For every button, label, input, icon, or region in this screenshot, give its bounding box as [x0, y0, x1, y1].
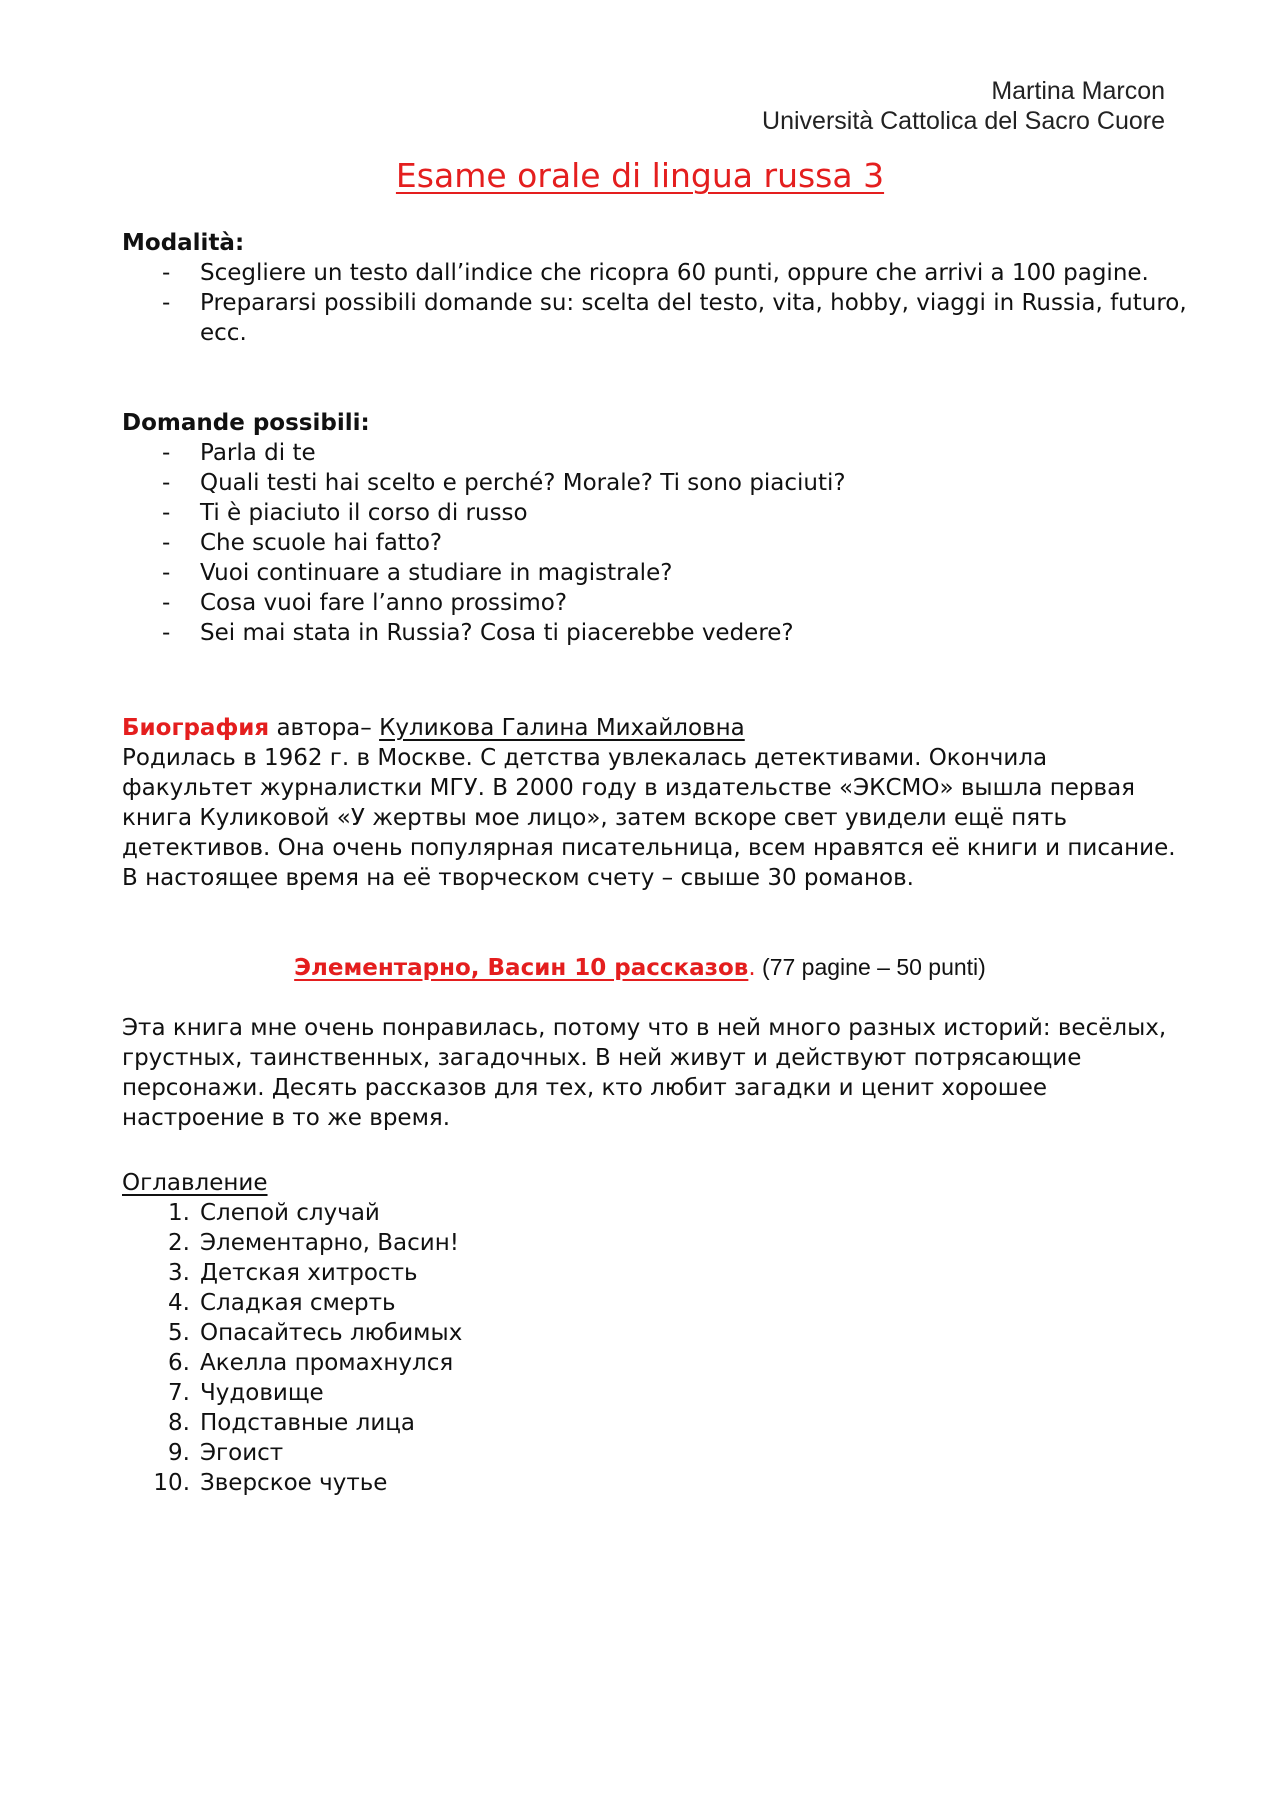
contents-heading: Оглавление: [122, 1170, 268, 1196]
domande-section: [122, 408, 1172, 648]
item-text: Чудовище: [200, 1380, 324, 1406]
list-item: - Parla di te: [122, 438, 1200, 468]
list-item: [122, 1288, 1172, 1318]
list-item: - Ti è piaciuto il corso di russo: [122, 498, 1200, 528]
list-item: - Scegliere un testo dall’indice che ricopra 60 punti, oppure che arrivi a 100 pagine.: [122, 258, 1200, 288]
list-item: [122, 1438, 1172, 1468]
book-info: (77 pagine – 50 punti): [755, 954, 986, 980]
item-text: Элементарно, Васин!: [200, 1230, 459, 1256]
list-item: [122, 1348, 1172, 1378]
biografia-text: Родилась в 1962 г. в Москве. С детства увлекалась детективами. Окончила факультет журналистки МГУ. В 2000 году в издательстве «ЭКСМО» вышла первая книга Куликовой «У жертвы мое лицо», затем вскоре свет увидели ещё пять детективов. Она очень популярная писательница, всем нравятся её книги и писание. В настоящее время на её творческом счету – свыше 30 романов.: [122, 745, 1176, 891]
book-title-line: [0, 952, 1280, 983]
list-item: [122, 1318, 1172, 1348]
list-item: - Prepararsi possibili domande su: scelta del testo, vita, hobby, viaggi in Russia, futuro, ecc.: [122, 288, 1200, 348]
item-text: Опасайтесь любимых: [200, 1320, 463, 1346]
item-text: Акелла промахнулся: [200, 1350, 454, 1376]
item-text: Сладкая смерть: [200, 1290, 396, 1316]
item-number: 9.: [168, 1440, 190, 1466]
book-title-dot: .: [748, 955, 756, 981]
list-item: [122, 1378, 1172, 1408]
list-item: - Sei mai stata in Russia? Cosa ti piacerebbe vedere?: [122, 618, 1200, 648]
domande-list: [122, 438, 1172, 648]
list-item: [122, 1258, 1172, 1288]
item-text: Зверское чутье: [200, 1470, 388, 1496]
item-text: Слепой случай: [200, 1200, 380, 1226]
item-number: 3.: [168, 1260, 190, 1286]
list-item: - Quali testi hai scelto e perché? Morale? Ti sono piaciuti?: [122, 468, 1200, 498]
list-item: - Che scuole hai fatto?: [122, 528, 1200, 558]
domande-heading: Domande possibili:: [122, 410, 370, 436]
biografia-label: Биография: [122, 715, 270, 741]
contents-section: [122, 1168, 1172, 1498]
modalita-list: [122, 258, 1187, 348]
modalita-heading: Modalità:: [122, 230, 245, 256]
book-review: Эта книга мне очень понравилась, потому что в ней много разных историй: весёлых, грустных, таинственных, загадочных. В ней живут и действуют потрясающие персонажи. Десять рассказов для тех, кто любит загадки и ценит хорошее настроение в то же время.: [122, 1015, 1167, 1131]
item-number: 1.: [168, 1200, 190, 1226]
biografia-section: [122, 713, 1182, 893]
item-number: 2.: [168, 1230, 190, 1256]
university-name: Università Cattolica del Sacro Cuore: [762, 107, 1165, 135]
list-item: - Cosa vuoi fare l’anno prossimo?: [122, 588, 1200, 618]
item-number: 4.: [168, 1290, 190, 1316]
author-name: Martina Marcon: [991, 77, 1165, 105]
header: [762, 76, 1165, 136]
page-title: Esame orale di lingua russa 3: [395, 156, 885, 195]
item-number: 6.: [168, 1350, 190, 1376]
item-number: 7.: [168, 1380, 190, 1406]
contents-list: [122, 1198, 1172, 1498]
item-text: Подставные лица: [200, 1410, 416, 1436]
item-number: 10.: [153, 1470, 190, 1496]
list-item: [122, 1468, 1172, 1498]
item-text: Детская хитрость: [200, 1260, 418, 1286]
biografia-label-rest: автора–: [269, 715, 380, 741]
list-item: [122, 1408, 1172, 1438]
biografia-heading: [122, 713, 1182, 743]
list-item: [122, 1198, 1172, 1228]
list-item: [122, 1228, 1172, 1258]
item-text: Эгоист: [200, 1440, 284, 1466]
item-number: 8.: [168, 1410, 190, 1436]
modalita-section: [122, 228, 1187, 348]
list-item: - Vuoi continuare a studiare in magistrale?: [122, 558, 1200, 588]
book-title: Элементарно, Васин 10 рассказов: [294, 955, 749, 981]
biografia-author-name: Куликова Галина Михайловна: [379, 715, 745, 741]
item-number: 5.: [168, 1320, 190, 1346]
